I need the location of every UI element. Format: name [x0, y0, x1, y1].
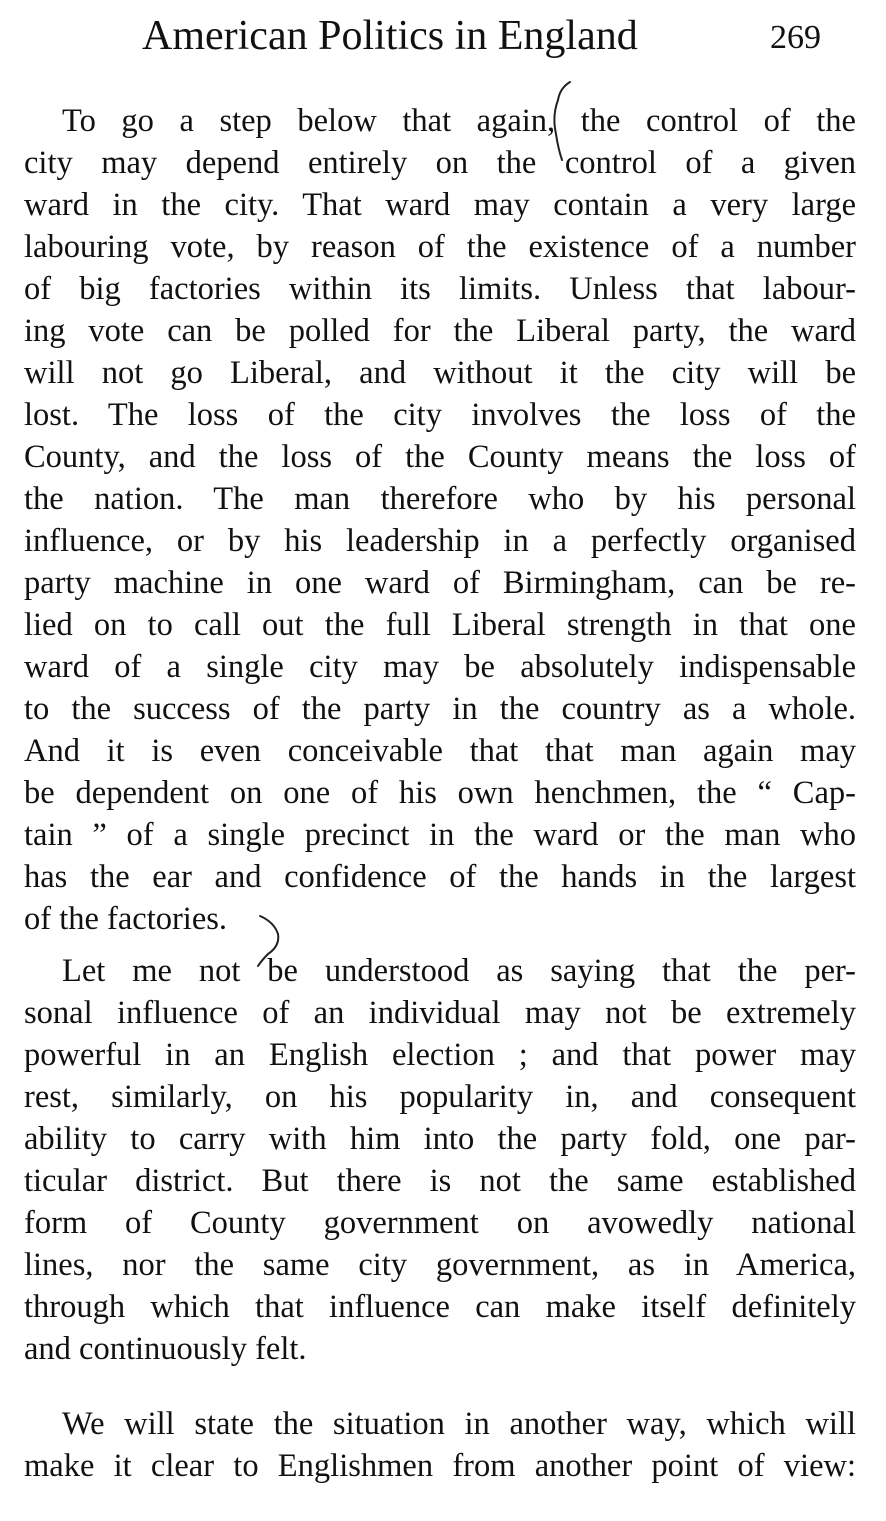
- text-line: party machine in one ward of Birmingham, can be re-: [24, 565, 856, 601]
- text-line: ward of a single city may be absolutely indispensable: [24, 649, 856, 685]
- running-title: American Politics in England: [142, 13, 638, 59]
- paragraph-1: [24, 100, 856, 940]
- text-line: ward in the city. That ward may contain a very large: [24, 187, 856, 223]
- text-line: To go a step below that again, the control of the: [62, 103, 856, 139]
- text-line: ing vote can be polled for the Liberal party, the ward: [24, 313, 856, 349]
- text-line: rest, similarly, on his popularity in, and consequent: [24, 1079, 856, 1115]
- text-line: sonal influence of an individual may not be extremely: [24, 995, 856, 1031]
- page-number: 269: [770, 19, 821, 56]
- text-line: Let me not be understood as saying that the per-: [62, 953, 856, 989]
- text-line: make it clear to Englishmen from another point of view:: [24, 1448, 856, 1484]
- text-line: lied on to call out the full Liberal strength in that one: [24, 607, 856, 643]
- text-line: And it is even conceivable that that man again may: [24, 733, 856, 769]
- text-line: the nation. The man therefore who by his personal: [24, 481, 856, 517]
- text-line: through which that influence can make itself definitely: [24, 1289, 856, 1325]
- paragraph-3: [24, 1403, 856, 1487]
- page-header: [0, 10, 886, 62]
- text-line: city may depend entirely on the control of a given: [24, 145, 856, 181]
- text-line: labouring vote, by reason of the existence of a number: [24, 229, 856, 265]
- text-line: lines, nor the same city government, as in America,: [24, 1247, 856, 1283]
- text-line: of big factories within its limits. Unless that labour-: [24, 271, 856, 307]
- text-line: be dependent on one of his own henchmen, the “ Cap-: [24, 775, 856, 811]
- text-line: and continuously felt.: [24, 1331, 307, 1367]
- text-line: lost. The loss of the city involves the loss of the: [24, 397, 856, 433]
- text-line: ability to carry with him into the party fold, one par-: [24, 1121, 856, 1157]
- text-line: to the success of the party in the country as a whole.: [24, 691, 856, 727]
- text-line: influence, or by his leadership in a perfectly organised: [24, 523, 856, 559]
- text-line: County, and the loss of the County means the loss of: [24, 439, 856, 475]
- text-line: form of County government on avowedly national: [24, 1205, 856, 1241]
- text-line: ticular district. But there is not the same established: [24, 1163, 856, 1199]
- paragraph-2: [24, 950, 856, 1370]
- text-line: will not go Liberal, and without it the city will be: [24, 355, 856, 391]
- text-line: of the factories.: [24, 901, 228, 937]
- text-line: powerful in an English election ; and that power may: [24, 1037, 856, 1073]
- text-line: has the ear and confidence of the hands in the largest: [24, 859, 856, 895]
- text-line: tain ” of a single precinct in the ward or the man who: [24, 817, 856, 853]
- text-line: We will state the situation in another way, which will: [62, 1406, 856, 1442]
